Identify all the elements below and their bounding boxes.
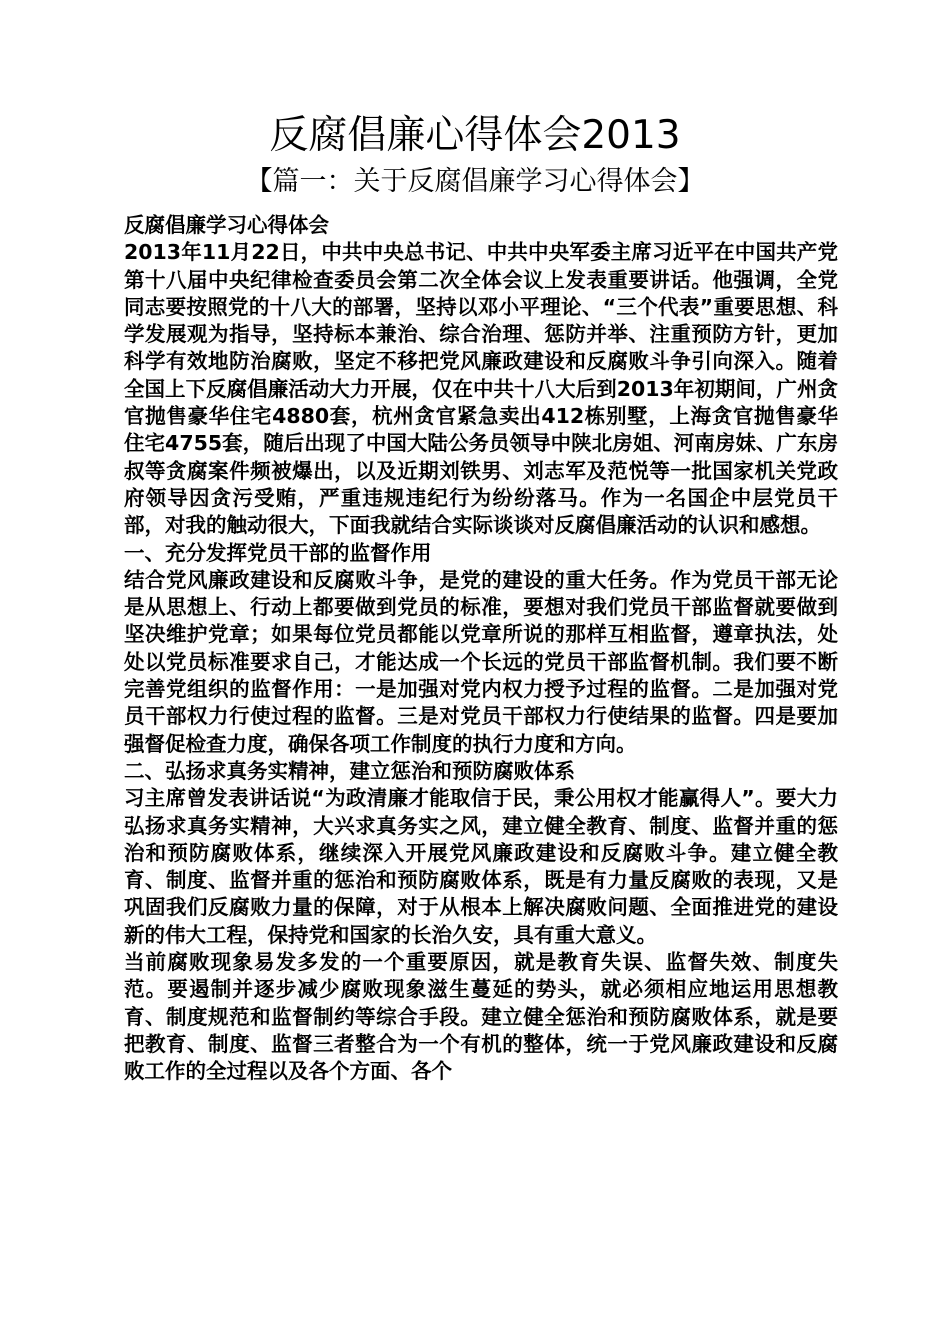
section-heading: 二、弘扬求真务实精神，建立惩治和预防腐败体系 <box>124 758 575 783</box>
document-body <box>116 212 838 1086</box>
body-paragraph: 当前腐败现象易发多发的一个重要原因，就是教育失误、监督失效、制度失范。要遏制并逐步减少腐败现象滋生蔓延的势头，就必须相应地运用思想教育、制度规范和监督制约等综合手段。建立健全惩治和预防腐败体系，就是要把教育、制度、监督三者整合为一个有机的整体，统一于党风廉政建设和反腐败工作的全过程以及各个方面、各个 <box>124 950 838 1084</box>
body-paragraph: 2013年11月22日，中共中央总书记、中共中央军委主席习近平在中国共产党第十八届中央纪律检查委员会第二次全体会议上发表重要讲话。他强调，全党同志要按照党的十八大的部署，坚持以邓小平理论、“三个代表”重要思想、科学发展观为指导，坚持标本兼治、综合治理、惩防并举、注重预防方针，更加科学有效地防治腐败，坚定不移把党风廉政建设和反腐败斗争引向深入。随着全国上下反腐倡廉活动大力开展，仅在中共十八大后到2013年初期间，广州贪官抛售豪华住宅4880套，杭州贪官紧急卖出412栋别墅，上海贪官抛售豪华住宅4755套，随后出现了中国大陆公务员领导中陕北房姐、河南房妹、广东房叔等贪腐案件频被爆出，以及近期刘铁男、刘志军及范悦等一批国家机关党政府领导因贪污受贿，严重违规违纪行为纷纷落马。作为一名国企中层党员干部，对我的触动很大，下面我就结合实际谈谈对反腐倡廉活动的认识和感想。 <box>124 240 838 538</box>
document-title: 反腐倡廉心得体会2013 <box>269 113 681 158</box>
section-heading: 反腐倡廉学习心得体会 <box>124 213 329 237</box>
section-heading: 一、充分发挥党员干部的监督作用 <box>124 540 432 565</box>
body-paragraph: 结合党风廉政建设和反腐败斗争，是党的建设的重大任务。作为党员干部无论是从思想上、行动上都要做到党员的标准，要想对我们党员干部监督就要做到坚决维护党章；如果每位党员都能以党章所说的那样互相监督，遵章执法，处处以党员标准要求自己，才能达成一个长远的党员干部监督机制。我们要不断完善党组织的监督作用：一是加强对党内权力授予过程的监督。二是加强对党员干部权力行使过程的监督。三是对党员干部权力行使结果的监督。四是要加强督促检查力度，确保各项工作制度的执行力度和方向。 <box>124 567 838 756</box>
body-paragraph: 习主席曾发表讲话说“为政清廉才能取信于民，秉公用权才能赢得人”。要大力弘扬求真务实精神，大兴求真务实之风，建立健全教育、制度、监督并重的惩治和预防腐败体系，继续深入开展党风廉政建设和反腐败斗争。建立健全教育、制度、监督并重的惩治和预防腐败体系，既是有力量反腐败的表现，又是巩固我们反腐败力量的保障，对于从根本上解决腐败问题、全面推进党的建设新的伟大工程，保持党和国家的长治久安，具有重大意义。 <box>124 786 838 947</box>
document-subtitle: 【篇一：关于反腐倡廉学习心得体会】 <box>245 166 705 197</box>
